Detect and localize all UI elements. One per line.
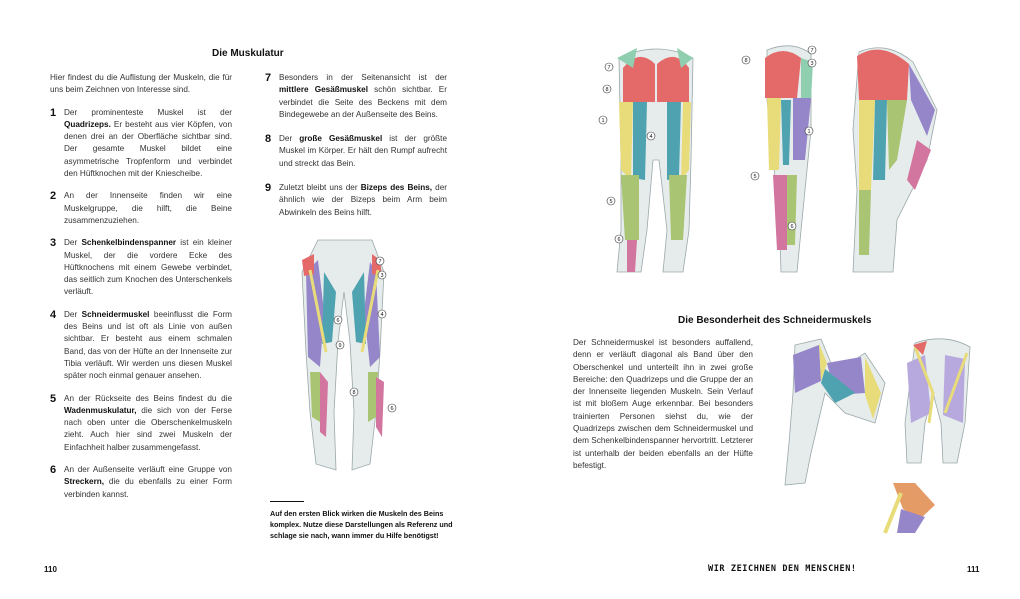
muscle-name: Quadrizeps.: [64, 119, 111, 129]
muscle-number: 4: [50, 308, 57, 321]
front-label-6a: 6: [336, 318, 340, 324]
page-number-left: 110: [44, 565, 57, 574]
side-back-figure: [765, 46, 813, 272]
footer-title: WIR ZEICHNEN DEN MENSCHEN!: [708, 564, 857, 574]
back-b-label-8: 8: [744, 58, 748, 64]
muscle-text-pre: Der prominenteste Muskel ist der: [64, 107, 232, 117]
muscle-description: [64, 237, 232, 298]
muscle-text-pre: Besonders in der Seitenansicht ist der: [279, 73, 447, 82]
muscle-item: [50, 309, 232, 383]
muscle-text-post: ist ein kleiner Muskel, der die vordere Ecke des Hüftknochens mit einem Gewebe verbindet, das seitlich zum Knochen des Unterschenkels verläuft.: [64, 238, 233, 297]
muscle-number: 5: [50, 392, 57, 405]
back-a-label-4: 4: [649, 134, 653, 140]
page-number-right: 111: [967, 565, 980, 574]
muscle-list-middle: [265, 72, 447, 219]
muscle-number: 1: [50, 106, 57, 119]
muscle-name: mittlere Gesäßmuskel: [279, 85, 368, 95]
left-title: Die Muskulatur: [212, 48, 284, 59]
standing-leg-figure: [905, 339, 970, 463]
sartorius-illustration: [765, 333, 980, 543]
middle-text-column: [265, 72, 447, 231]
muscle-number: 3: [50, 237, 57, 250]
muscle-description: [64, 393, 232, 454]
front-label-3: 3: [380, 273, 384, 279]
muscle-text-post: Er besteht aus vier Köpfen, von denen drei an der Oberfläche sichtbar sind. Der gesamte Muskel bildet eine asymmetrische Tropfenform und verbindet den Hüftknochen mit der Kniescheibe.: [64, 119, 232, 179]
front-label-9: 9: [338, 343, 342, 349]
muscle-text-post: ist der größte Muskel im Körper. Er hält den Rumpf aufrecht und streckt das Bein.: [279, 134, 447, 168]
back-legs-illustration: [597, 40, 957, 280]
muscle-text-pre: Zuletzt bleibt uns der: [279, 183, 361, 193]
muscle-text-post: die du ebenfalls zu einer Form verbinden kannst.: [64, 477, 232, 499]
muscle-name: Wadenmuskulatur,: [64, 405, 137, 415]
back-b-label-1: 1: [807, 129, 811, 135]
front-legs-illustration: [280, 232, 410, 477]
back-a-label-1: 1: [601, 118, 605, 124]
muscle-text-pre: An der Innenseite finden wir eine Muskelgruppe, die hilft, die Beine zusammenzuziehen.: [64, 191, 232, 225]
back-b-label-3: 3: [810, 61, 814, 67]
muscle-item: [50, 190, 232, 227]
front-label-8: 8: [352, 390, 356, 396]
muscle-item: [50, 107, 232, 181]
muscle-description: [279, 133, 447, 170]
front-label-6b: 6: [390, 406, 394, 412]
muscle-text-post: beeinflusst die Form des Beins und ist oft als Linie von außen sichtbar. Er besteht aus einem schmalen Band, das von der Hüfte an der Innenseite zur Tibia verläuft. Wir werden uns diesen Muskel später noch einmal genauer ansehen.: [64, 309, 233, 381]
back-a-label-7: 7: [607, 65, 611, 71]
muscle-description: [64, 464, 232, 501]
back-b-label-7: 7: [810, 48, 814, 54]
muscle-name: Bizeps des Beins,: [360, 183, 433, 193]
muscle-name: Schenkelbindenspanner: [81, 238, 177, 248]
back-view-figure: [617, 48, 693, 272]
muscle-number: 2: [50, 190, 57, 203]
muscle-description: [64, 107, 232, 181]
back-a-label-8: 8: [605, 87, 609, 93]
right-paragraph: Der Schneidermuskel ist besonders auffallend, denn er verläuft diagonal als Band über den Oberschenkel und unterteilt ihn in zwei große Bereiche: den Quadrizeps und die Gruppe der an der Innenseite liegenden Muskeln. Sein Verlauf ist mit bloßem Auge erkennbar. Bei besonders trainierten Personen siehst du, wie der Quadrizeps zwischen dem Schneidermuskel und dem Schenkelbindenspanner hervortritt. Letzterer ist unterhalb der beiden ebenfalls an der Hüfte befestigt.: [573, 338, 753, 470]
muscle-text-pre: An der Rückseite des Beins findest du die: [64, 393, 232, 403]
intro-paragraph: Hier findest du die Auflistung der Muskeln, die für uns beim Zeichnen von Interesse sind.: [50, 73, 232, 95]
front-label-4: 4: [380, 312, 384, 318]
muscle-name: Streckern,: [64, 477, 105, 487]
muscle-description: [64, 309, 232, 383]
muscle-text-post: schön sichtbar. Er verbindet die Seite des Beckens mit dem Bindegewebe an der Außenseite des Beins.: [279, 85, 447, 119]
back-b-label-6: 6: [790, 224, 794, 230]
caption-rule: [270, 501, 304, 502]
front-label-7: 7: [378, 259, 382, 265]
muscle-item: [265, 182, 447, 219]
figure-caption: Auf den ersten Blick wirken die Muskeln des Beins komplex. Nutze diese Darstellungen als Referenz und schlage sie nach, wann immer du Hilfe benötigst!: [270, 509, 453, 540]
back-a-label-6: 6: [617, 237, 621, 243]
muscle-item: [265, 72, 447, 121]
left-text-column: [50, 72, 232, 511]
hip-detail-figure: [885, 483, 935, 533]
muscle-item: [50, 237, 232, 298]
muscle-text-pre: Der: [64, 309, 82, 319]
muscle-description: [279, 182, 447, 219]
muscle-description: [279, 72, 447, 121]
muscle-list-left: [50, 107, 232, 501]
muscle-number: 9: [265, 182, 272, 195]
back-b-label-5: 5: [753, 174, 757, 180]
bent-leg-figure: [785, 339, 885, 485]
muscle-number: 7: [265, 72, 272, 84]
front-legs-figure: [302, 240, 384, 470]
muscle-name: große Gesäßmuskel: [299, 134, 383, 144]
right-title: Die Besonderheit des Schneidermuskels: [678, 315, 872, 326]
muscle-number: 6: [50, 464, 57, 477]
muscle-text-pre: Der: [64, 238, 82, 248]
muscle-item: [50, 393, 232, 454]
muscle-text-post: die sich von der Ferse nach oben unter die Oberschenkelmuskeln zieht. Auch hier sind zwei Muskeln der Einfachheit halber zusammengefasst.: [64, 405, 232, 452]
back-a-label-5: 5: [609, 199, 613, 205]
muscle-number: 8: [265, 133, 272, 146]
muscle-text-post: der ähnlich wie der Bizeps beim Arm beim Abwinkeln des Beins hilft.: [279, 183, 447, 217]
side-view-figure: [853, 48, 937, 272]
muscle-description: [64, 190, 232, 227]
muscle-text-pre: An der Außenseite verläuft eine Gruppe von: [64, 465, 232, 475]
muscle-name: Schneidermuskel: [81, 309, 150, 319]
muscle-item: [50, 464, 232, 501]
muscle-text-pre: Der: [279, 134, 300, 144]
muscle-item: [265, 133, 447, 170]
